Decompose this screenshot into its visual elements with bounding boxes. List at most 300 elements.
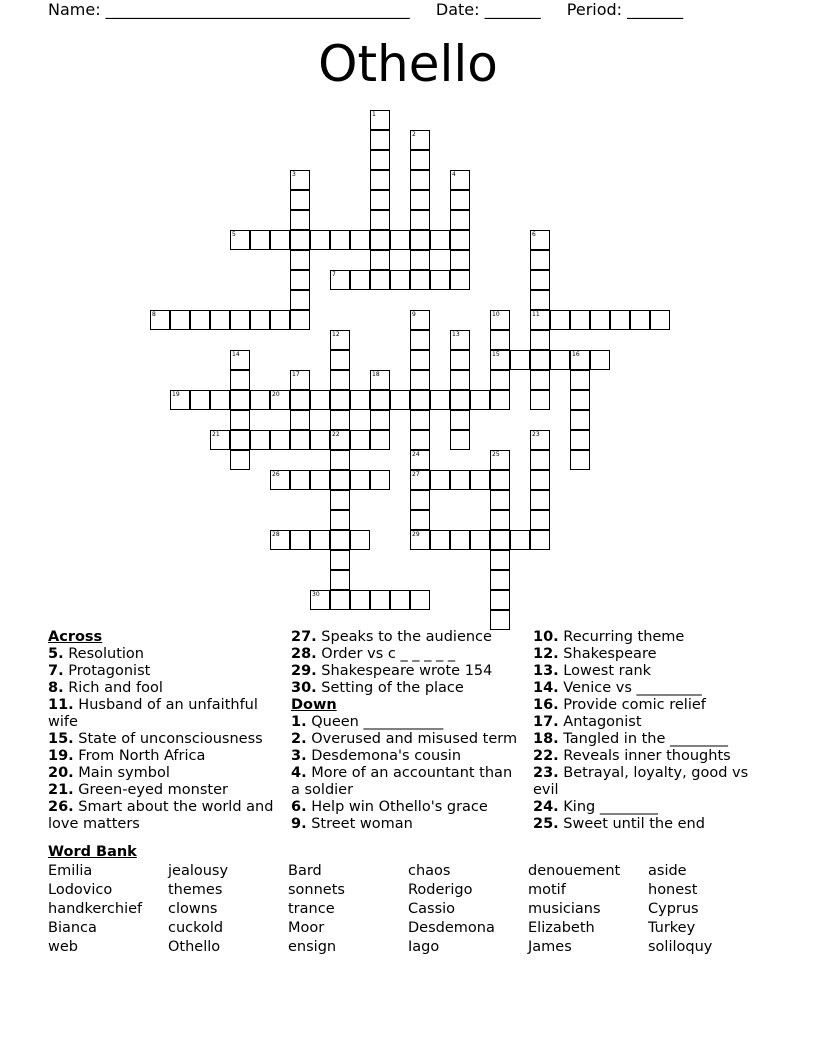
clue-text: Green-eyed monster bbox=[73, 782, 228, 798]
grid-cell[interactable] bbox=[330, 350, 350, 370]
clue-number: 7 bbox=[332, 271, 336, 278]
grid-cell[interactable] bbox=[410, 350, 430, 370]
student-info-header bbox=[48, 0, 683, 19]
grid-cell[interactable] bbox=[490, 530, 510, 550]
clue-column-3 bbox=[533, 629, 765, 833]
clue-text: Desdemona's cousin bbox=[306, 748, 462, 764]
grid-cell[interactable] bbox=[250, 310, 270, 330]
clue-text: Lowest rank bbox=[558, 663, 652, 679]
word-bank-word: web bbox=[48, 939, 78, 955]
word-bank-word: trance bbox=[288, 901, 335, 917]
grid-cell[interactable] bbox=[550, 350, 570, 370]
grid-cell[interactable] bbox=[370, 270, 390, 290]
grid-cell[interactable] bbox=[290, 370, 310, 390]
clue-text: Protagonist bbox=[63, 663, 151, 679]
grid-cell[interactable] bbox=[270, 310, 290, 330]
clue-text: From North Africa bbox=[73, 748, 206, 764]
grid-cell[interactable] bbox=[330, 410, 350, 430]
grid-cell[interactable] bbox=[470, 470, 490, 490]
clue-text: Recurring theme bbox=[558, 629, 685, 645]
grid-cell[interactable] bbox=[410, 210, 430, 230]
grid-cell[interactable] bbox=[530, 250, 550, 270]
grid-cell[interactable] bbox=[370, 130, 390, 150]
grid-cell[interactable] bbox=[190, 390, 210, 410]
clue-item bbox=[291, 765, 523, 799]
grid-cell[interactable] bbox=[450, 210, 470, 230]
clue-item bbox=[533, 646, 765, 663]
clue-number-label: 5. bbox=[48, 646, 64, 662]
clue-item bbox=[533, 748, 765, 765]
clue-number: 29 bbox=[412, 531, 420, 538]
grid-cell[interactable] bbox=[210, 310, 230, 330]
name-field[interactable]: Name: ______________________________________ bbox=[48, 0, 410, 19]
grid-cell[interactable] bbox=[310, 470, 330, 490]
clue-text: More of an accountant than a soldier bbox=[291, 765, 513, 798]
grid-cell[interactable] bbox=[330, 230, 350, 250]
word-bank-word: Cyprus bbox=[648, 901, 699, 917]
grid-cell[interactable] bbox=[390, 590, 410, 610]
word-bank-word: musicians bbox=[528, 901, 601, 917]
clue-item bbox=[533, 714, 765, 731]
grid-cell[interactable] bbox=[230, 370, 250, 390]
clue-number: 4 bbox=[452, 171, 456, 178]
word-bank-word: denouement bbox=[528, 863, 621, 879]
grid-cell[interactable] bbox=[490, 310, 510, 330]
grid-cell[interactable] bbox=[290, 530, 310, 550]
grid-cell[interactable] bbox=[530, 510, 550, 530]
clue-number: 8 bbox=[152, 311, 156, 318]
grid-cell[interactable] bbox=[490, 350, 510, 370]
grid-cell[interactable] bbox=[350, 270, 370, 290]
grid-cell[interactable] bbox=[530, 330, 550, 350]
grid-cell[interactable] bbox=[330, 570, 350, 590]
grid-cell[interactable] bbox=[370, 110, 390, 130]
grid-cell[interactable] bbox=[290, 230, 310, 250]
grid-cell[interactable] bbox=[370, 230, 390, 250]
clue-item bbox=[48, 731, 278, 748]
grid-cell[interactable] bbox=[450, 470, 470, 490]
clue-number: 19 bbox=[172, 391, 180, 398]
clue-item bbox=[291, 629, 523, 646]
grid-cell[interactable] bbox=[450, 270, 470, 290]
word-bank-word: Emilia bbox=[48, 863, 93, 879]
clue-number: 27 bbox=[412, 471, 420, 478]
grid-cell[interactable] bbox=[410, 370, 430, 390]
grid-cell[interactable] bbox=[450, 530, 470, 550]
grid-cell[interactable] bbox=[290, 410, 310, 430]
clue-text: Antagonist bbox=[558, 714, 642, 730]
clue-number: 15 bbox=[492, 351, 500, 358]
grid-cell[interactable] bbox=[310, 230, 330, 250]
clue-text: Venice vs _________ bbox=[558, 680, 702, 696]
clue-number: 6 bbox=[532, 231, 536, 238]
grid-cell[interactable] bbox=[490, 490, 510, 510]
clue-number: 12 bbox=[332, 331, 340, 338]
clue-number-label: 7. bbox=[48, 663, 64, 679]
clue-text: Order vs c _ _ _ _ _ bbox=[316, 646, 456, 662]
grid-cell[interactable] bbox=[410, 430, 430, 450]
grid-cell[interactable] bbox=[290, 170, 310, 190]
grid-cell[interactable] bbox=[530, 470, 550, 490]
word-bank-word: clowns bbox=[168, 901, 218, 917]
grid-cell[interactable] bbox=[230, 230, 250, 250]
clue-number-label: 30. bbox=[291, 680, 317, 696]
grid-cell[interactable] bbox=[530, 430, 550, 450]
grid-cell[interactable] bbox=[210, 430, 230, 450]
grid-cell[interactable] bbox=[410, 530, 430, 550]
word-bank-word: Bianca bbox=[48, 920, 97, 936]
clue-item bbox=[291, 714, 523, 731]
word-bank-word: Iago bbox=[408, 939, 440, 955]
grid-cell[interactable] bbox=[370, 370, 390, 390]
grid-cell[interactable] bbox=[370, 190, 390, 210]
grid-cell[interactable] bbox=[330, 430, 350, 450]
grid-cell[interactable] bbox=[350, 390, 370, 410]
grid-cell[interactable] bbox=[290, 270, 310, 290]
grid-cell[interactable] bbox=[210, 390, 230, 410]
word-bank-word: honest bbox=[648, 882, 698, 898]
clue-text: Provide comic relief bbox=[558, 697, 706, 713]
grid-cell[interactable] bbox=[290, 430, 310, 450]
grid-cell[interactable] bbox=[490, 330, 510, 350]
clue-number: 20 bbox=[272, 391, 280, 398]
grid-cell[interactable] bbox=[530, 350, 550, 370]
grid-cell[interactable] bbox=[530, 230, 550, 250]
word-bank-word: Othello bbox=[168, 939, 221, 955]
clue-number: 3 bbox=[292, 171, 296, 178]
grid-cell[interactable] bbox=[370, 590, 390, 610]
clue-item bbox=[291, 799, 523, 816]
clue-number-label: 9. bbox=[291, 816, 307, 832]
clue-number-label: 6. bbox=[291, 799, 307, 815]
clue-number-label: 13. bbox=[533, 663, 559, 679]
across-heading: Across bbox=[48, 629, 103, 645]
grid-cell[interactable] bbox=[290, 290, 310, 310]
grid-cell[interactable] bbox=[450, 250, 470, 270]
grid-cell[interactable] bbox=[470, 530, 490, 550]
grid-cell[interactable] bbox=[650, 310, 670, 330]
grid-cell[interactable] bbox=[330, 530, 350, 550]
grid-cell[interactable] bbox=[330, 270, 350, 290]
grid-cell[interactable] bbox=[410, 490, 430, 510]
clue-item bbox=[291, 680, 523, 697]
grid-cell[interactable] bbox=[430, 470, 450, 490]
clue-column-2 bbox=[291, 629, 523, 833]
clue-number: 28 bbox=[272, 531, 280, 538]
word-bank-word: Turkey bbox=[648, 920, 696, 936]
down-heading: Down bbox=[291, 697, 337, 713]
clue-item bbox=[533, 697, 765, 714]
clue-text: Help win Othello's grace bbox=[306, 799, 488, 815]
grid-cell[interactable] bbox=[570, 350, 590, 370]
grid-cell[interactable] bbox=[370, 210, 390, 230]
clue-number-label: 25. bbox=[533, 816, 559, 832]
word-bank-column bbox=[48, 862, 142, 957]
clue-number-label: 19. bbox=[48, 748, 74, 764]
grid-cell[interactable] bbox=[450, 170, 470, 190]
grid-cell[interactable] bbox=[490, 590, 510, 610]
grid-cell[interactable] bbox=[510, 530, 530, 550]
clue-number: 25 bbox=[492, 451, 500, 458]
word-bank-word: ensign bbox=[288, 939, 337, 955]
clue-number-label: 23. bbox=[533, 765, 559, 781]
clue-text: Setting of the place bbox=[316, 680, 464, 696]
grid-cell[interactable] bbox=[550, 310, 570, 330]
grid-cell[interactable] bbox=[630, 310, 650, 330]
grid-cell[interactable] bbox=[330, 550, 350, 570]
grid-cell[interactable] bbox=[410, 130, 430, 150]
clue-item bbox=[48, 782, 278, 799]
grid-cell[interactable] bbox=[490, 390, 510, 410]
grid-cell[interactable] bbox=[410, 270, 430, 290]
grid-cell[interactable] bbox=[310, 590, 330, 610]
grid-cell[interactable] bbox=[430, 530, 450, 550]
grid-cell[interactable] bbox=[410, 310, 430, 330]
clue-number: 11 bbox=[532, 311, 540, 318]
clue-number: 5 bbox=[232, 231, 236, 238]
clue-number-label: 10. bbox=[533, 629, 559, 645]
grid-cell[interactable] bbox=[450, 230, 470, 250]
clue-item bbox=[533, 680, 765, 697]
clue-item bbox=[533, 731, 765, 748]
grid-cell[interactable] bbox=[190, 310, 210, 330]
grid-cell[interactable] bbox=[370, 250, 390, 270]
grid-cell[interactable] bbox=[410, 450, 430, 470]
clue-number-label: 2. bbox=[291, 731, 307, 747]
word-bank-word: chaos bbox=[408, 863, 451, 879]
clue-number: 22 bbox=[332, 431, 340, 438]
clue-text: Speaks to the audience bbox=[316, 629, 492, 645]
clue-number: 17 bbox=[292, 371, 300, 378]
puzzle-title: Othello bbox=[318, 35, 498, 93]
clue-item bbox=[291, 816, 523, 833]
grid-cell[interactable] bbox=[570, 370, 590, 390]
grid-cell[interactable] bbox=[310, 390, 330, 410]
clue-text: Betrayal, loyalty, good vs evil bbox=[533, 765, 749, 798]
grid-cell[interactable] bbox=[410, 150, 430, 170]
grid-cell[interactable] bbox=[290, 210, 310, 230]
grid-cell[interactable] bbox=[270, 530, 290, 550]
grid-cell[interactable] bbox=[230, 450, 250, 470]
grid-cell[interactable] bbox=[170, 390, 190, 410]
clue-text: Husband of an unfaithful wife bbox=[48, 697, 258, 730]
grid-cell[interactable] bbox=[450, 430, 470, 450]
grid-cell[interactable] bbox=[310, 530, 330, 550]
grid-cell[interactable] bbox=[490, 450, 510, 470]
date-field[interactable]: Date: _______ bbox=[435, 0, 541, 19]
grid-cell[interactable] bbox=[530, 450, 550, 470]
grid-cell[interactable] bbox=[490, 610, 510, 630]
grid-cell[interactable] bbox=[330, 450, 350, 470]
grid-cell[interactable] bbox=[370, 150, 390, 170]
grid-cell[interactable] bbox=[230, 310, 250, 330]
grid-cell[interactable] bbox=[330, 490, 350, 510]
grid-cell[interactable] bbox=[270, 430, 290, 450]
grid-cell[interactable] bbox=[530, 310, 550, 330]
grid-cell[interactable] bbox=[470, 390, 490, 410]
clue-item bbox=[533, 816, 765, 833]
grid-cell[interactable] bbox=[570, 310, 590, 330]
grid-cell[interactable] bbox=[250, 230, 270, 250]
grid-cell[interactable] bbox=[450, 190, 470, 210]
grid-cell[interactable] bbox=[410, 410, 430, 430]
grid-cell[interactable] bbox=[350, 430, 370, 450]
clue-text: Rich and fool bbox=[63, 680, 163, 696]
clue-item bbox=[533, 799, 765, 816]
grid-cell[interactable] bbox=[490, 550, 510, 570]
grid-cell[interactable] bbox=[530, 370, 550, 390]
clue-item bbox=[48, 799, 278, 833]
clue-number-label: 21. bbox=[48, 782, 74, 798]
grid-cell[interactable] bbox=[290, 390, 310, 410]
grid-cell[interactable] bbox=[270, 470, 290, 490]
clue-item bbox=[48, 646, 278, 663]
clue-item bbox=[48, 765, 278, 782]
grid-cell[interactable] bbox=[270, 230, 290, 250]
clue-number-label: 14. bbox=[533, 680, 559, 696]
word-bank-title: Word Bank bbox=[48, 844, 137, 860]
grid-cell[interactable] bbox=[530, 530, 550, 550]
clue-number-label: 15. bbox=[48, 731, 74, 747]
grid-cell[interactable] bbox=[350, 590, 370, 610]
grid-cell[interactable] bbox=[370, 390, 390, 410]
clue-text: Main symbol bbox=[73, 765, 170, 781]
grid-cell[interactable] bbox=[410, 590, 430, 610]
grid-cell[interactable] bbox=[290, 470, 310, 490]
word-bank-word: aside bbox=[648, 863, 687, 879]
clue-number: 24 bbox=[412, 451, 420, 458]
period-field[interactable]: Period: _______ bbox=[566, 0, 684, 19]
grid-cell[interactable] bbox=[430, 270, 450, 290]
grid-cell[interactable] bbox=[450, 390, 470, 410]
clue-text: Shakespeare bbox=[558, 646, 657, 662]
grid-cell[interactable] bbox=[570, 430, 590, 450]
grid-cell[interactable] bbox=[250, 430, 270, 450]
clue-item bbox=[291, 646, 523, 663]
clue-text: Overused and misused term bbox=[306, 731, 518, 747]
grid-cell[interactable] bbox=[370, 430, 390, 450]
clue-item bbox=[291, 663, 523, 680]
grid-cell[interactable] bbox=[170, 310, 190, 330]
grid-cell[interactable] bbox=[530, 270, 550, 290]
word-bank-word: Desdemona bbox=[408, 920, 495, 936]
clue-number: 9 bbox=[412, 311, 416, 318]
word-bank-word: themes bbox=[168, 882, 223, 898]
grid-cell[interactable] bbox=[570, 410, 590, 430]
grid-cell[interactable] bbox=[230, 350, 250, 370]
grid-cell[interactable] bbox=[390, 230, 410, 250]
grid-cell[interactable] bbox=[410, 510, 430, 530]
clue-text: Shakespeare wrote 154 bbox=[316, 663, 493, 679]
grid-cell[interactable] bbox=[450, 350, 470, 370]
grid-cell[interactable] bbox=[590, 310, 610, 330]
grid-cell[interactable] bbox=[530, 390, 550, 410]
grid-cell[interactable] bbox=[230, 390, 250, 410]
grid-cell[interactable] bbox=[570, 450, 590, 470]
grid-cell[interactable] bbox=[290, 250, 310, 270]
clue-item bbox=[533, 629, 765, 646]
grid-cell[interactable] bbox=[410, 170, 430, 190]
grid-cell[interactable] bbox=[370, 410, 390, 430]
grid-cell[interactable] bbox=[510, 350, 530, 370]
grid-cell[interactable] bbox=[610, 310, 630, 330]
grid-cell[interactable] bbox=[430, 230, 450, 250]
grid-cell[interactable] bbox=[370, 470, 390, 490]
grid-cell[interactable] bbox=[330, 370, 350, 390]
grid-cell[interactable] bbox=[270, 390, 290, 410]
clue-number: 30 bbox=[312, 591, 320, 598]
grid-cell[interactable] bbox=[490, 370, 510, 390]
grid-cell[interactable] bbox=[410, 330, 430, 350]
grid-cell[interactable] bbox=[410, 470, 430, 490]
grid-cell[interactable] bbox=[530, 290, 550, 310]
word-bank-word: Cassio bbox=[408, 901, 456, 917]
clue-text: State of unconsciousness bbox=[73, 731, 263, 747]
clue-item bbox=[291, 731, 523, 748]
grid-cell[interactable] bbox=[490, 470, 510, 490]
word-bank-word: sonnets bbox=[288, 882, 345, 898]
grid-cell[interactable] bbox=[230, 410, 250, 430]
grid-cell[interactable] bbox=[330, 470, 350, 490]
grid-cell[interactable] bbox=[350, 530, 370, 550]
clue-number: 16 bbox=[572, 351, 580, 358]
grid-cell[interactable] bbox=[490, 510, 510, 530]
word-bank-word: handkerchief bbox=[48, 901, 143, 917]
grid-cell[interactable] bbox=[450, 330, 470, 350]
grid-cell[interactable] bbox=[330, 330, 350, 350]
grid-cell[interactable] bbox=[410, 230, 430, 250]
clue-item bbox=[48, 680, 278, 697]
grid-cell[interactable] bbox=[450, 410, 470, 430]
grid-cell[interactable] bbox=[310, 430, 330, 450]
grid-cell[interactable] bbox=[570, 390, 590, 410]
grid-cell[interactable] bbox=[590, 350, 610, 370]
grid-cell[interactable] bbox=[350, 470, 370, 490]
grid-cell[interactable] bbox=[330, 390, 350, 410]
grid-cell[interactable] bbox=[410, 190, 430, 210]
clue-item bbox=[48, 697, 278, 731]
grid-cell[interactable] bbox=[410, 250, 430, 270]
grid-cell[interactable] bbox=[330, 510, 350, 530]
grid-cell[interactable] bbox=[290, 190, 310, 210]
grid-cell[interactable] bbox=[230, 430, 250, 450]
grid-cell[interactable] bbox=[450, 370, 470, 390]
clue-number-label: 11. bbox=[48, 697, 74, 713]
clue-number-label: 4. bbox=[291, 765, 307, 781]
clue-number-label: 27. bbox=[291, 629, 317, 645]
grid-cell[interactable] bbox=[390, 270, 410, 290]
clue-number-label: 3. bbox=[291, 748, 307, 764]
grid-cell[interactable] bbox=[430, 390, 450, 410]
clue-number: 14 bbox=[232, 351, 240, 358]
clue-text: King ________ bbox=[558, 799, 658, 815]
grid-cell[interactable] bbox=[330, 590, 350, 610]
word-bank-column bbox=[408, 862, 495, 957]
clue-number-label: 12. bbox=[533, 646, 559, 662]
grid-cell[interactable] bbox=[390, 390, 410, 410]
grid-cell[interactable] bbox=[150, 310, 170, 330]
grid-cell[interactable] bbox=[290, 310, 310, 330]
clue-text: Resolution bbox=[63, 646, 144, 662]
clue-number-label: 26. bbox=[48, 799, 74, 815]
word-bank-word: jealousy bbox=[168, 863, 229, 879]
grid-cell[interactable] bbox=[490, 570, 510, 590]
grid-cell[interactable] bbox=[410, 390, 430, 410]
grid-cell[interactable] bbox=[370, 170, 390, 190]
grid-cell[interactable] bbox=[350, 230, 370, 250]
grid-cell[interactable] bbox=[250, 390, 270, 410]
grid-cell[interactable] bbox=[530, 490, 550, 510]
